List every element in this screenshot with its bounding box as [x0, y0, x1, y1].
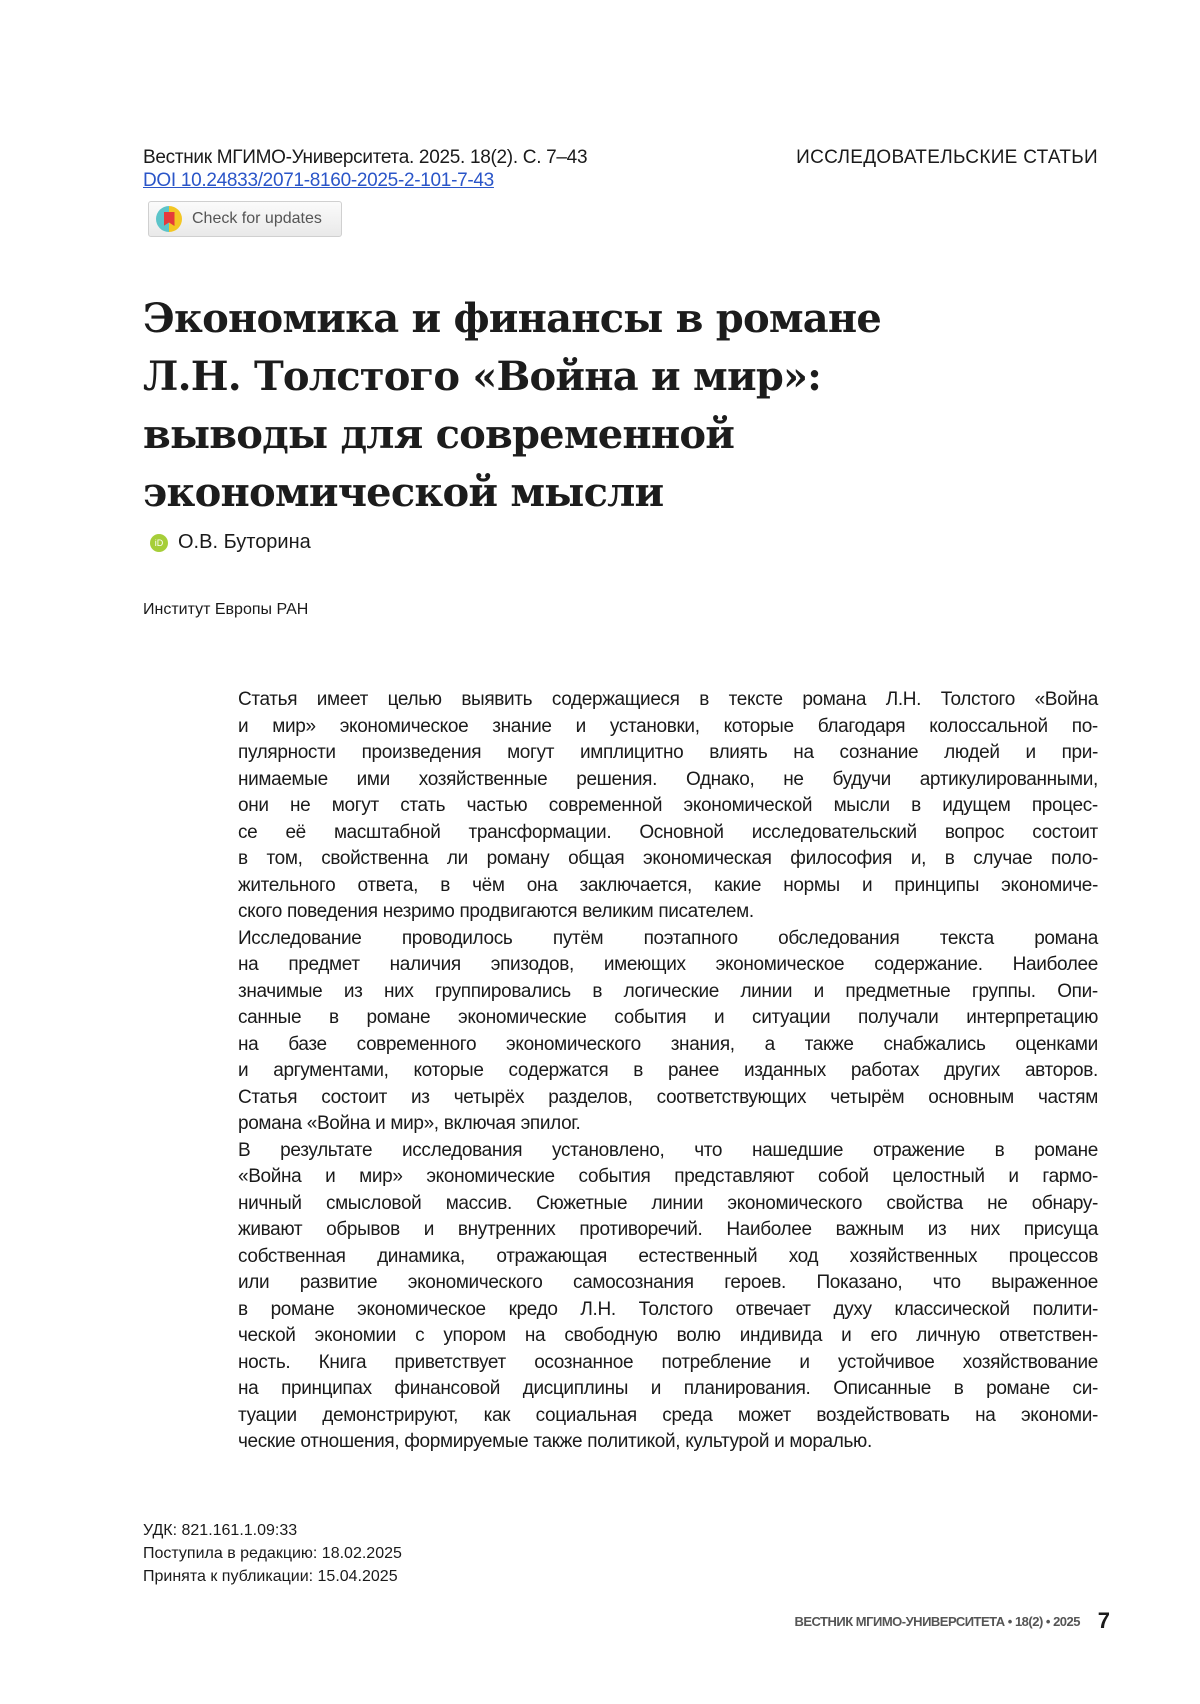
- abstract-line: ничный смысловой массив. Сюжетные линии экономического свойства не обнару-: [238, 1192, 1098, 1214]
- abstract-line: романа «Война и мир», включая эпилог.: [238, 1113, 581, 1134]
- abstract-line: в романе экономическое кредо Л.Н. Толстого отвечает духу классической полити-: [238, 1298, 1098, 1320]
- title-line: Экономика и финансы в романе: [143, 295, 882, 342]
- abstract-line: санные в романе экономические события и ситуации получали интерпретацию: [238, 1007, 1098, 1028]
- abstract-line: на принципах финансовой дисциплины и планирования. Описанные в романе си-: [238, 1378, 1098, 1399]
- abstract-line: и аргументами, которые содержатся в ранее изданных работах других авторов.: [238, 1060, 1098, 1081]
- institution: Институт Европы РАН: [143, 601, 309, 618]
- running-footer: ВЕСТНИК МГИМО-УНИВЕРСИТЕТА • 18(2) • 2025: [794, 1614, 1080, 1629]
- orcid-icon[interactable]: iD: [150, 534, 168, 552]
- abstract-line: живают обрывов и внутренних противоречий. Наиболее важным из них присуща: [238, 1219, 1098, 1240]
- abstract-line: и мир» экономическое знание и установки, которые благодаря колоссальной по-: [238, 715, 1098, 737]
- section-label: ИССЛЕДОВАТЕЛЬСКИЕ СТАТЬИ: [796, 147, 1098, 168]
- author: [150, 531, 311, 554]
- abstract-line: пулярности произведения могут имплицитно влиять на сознание людей и при-: [238, 742, 1098, 763]
- received-date: Поступила в редакцию: 18.02.2025: [143, 1545, 402, 1562]
- abstract-line: се её масштабной трансформации. Основной исследовательский вопрос состоит: [238, 821, 1098, 843]
- accepted-date: Принята к публикации: 15.04.2025: [143, 1568, 398, 1585]
- abstract-line: Статья состоит из четырёх разделов, соответствующих четырём основным частям: [238, 1086, 1098, 1108]
- title-line: выводы для современной: [143, 411, 735, 458]
- abstract-line: ческие отношения, формируемые также политикой, культурой и моралью.: [238, 1431, 872, 1452]
- udk: УДК: 821.161.1.09:33: [143, 1522, 298, 1539]
- abstract-line: они не могут стать частью современной экономической мысли в идущем процес-: [238, 795, 1098, 816]
- abstract-line: жительного ответа, в чём она заключается, какие нормы и принципы экономиче-: [238, 874, 1098, 896]
- page-number: 7: [1097, 1608, 1110, 1633]
- doi-link[interactable]: DOI 10.24833/2071-8160-2025-2-101-7-43: [143, 170, 494, 191]
- abstract-line: ческой экономии с упором на свободную волю индивида и его личную ответствен-: [238, 1325, 1098, 1346]
- crossmark-icon: [156, 206, 182, 232]
- title-line: Л.Н. Толстого «Война и мир»:: [143, 353, 822, 400]
- abstract-line: ского поведения незримо продвигаются великим писателем.: [238, 901, 754, 922]
- abstract-line: на базе современного экономического знания, а также снабжались оценками: [238, 1033, 1098, 1055]
- check-for-updates-label: Check for updates: [192, 210, 322, 227]
- abstract-line: значимые из них группировались в логические линии и предметные группы. Опи-: [238, 980, 1098, 1002]
- abstract-line: туации демонстрируют, как социальная среда может воздействовать на экономи-: [238, 1404, 1098, 1426]
- abstract-line: в том, свойственна ли роману общая экономическая философия и, в случае поло-: [238, 848, 1098, 869]
- abstract-line: ность. Книга приветствует осознанное потребление и устойчивое хозяйствование: [238, 1351, 1098, 1373]
- article-title: [143, 290, 881, 522]
- article-meta: [143, 1519, 402, 1588]
- abstract-line: на предмет наличия эпизодов, имеющих экономическое содержание. Наиболее: [238, 954, 1098, 975]
- abstract-line: собственная динамика, отражающая естественный ход хозяйственных процессов: [238, 1245, 1098, 1267]
- abstract-line: «Война и мир» экономические события представляют собой целостный и гармо-: [238, 1166, 1098, 1187]
- abstract-line: или развитие экономического самосознания героев. Показано, что выраженное: [238, 1272, 1098, 1293]
- author-name: О.В. Буторина: [178, 531, 311, 553]
- abstract-line: нимаемые ими хозяйственные решения. Однако, не будучи артикулированными,: [238, 768, 1098, 790]
- abstract-line: Исследование проводилось путём поэтапного обследования текста романа: [238, 927, 1098, 949]
- check-for-updates-button[interactable]: [148, 201, 342, 237]
- title-line: экономической мысли: [143, 469, 664, 516]
- journal-citation: Вестник МГИМО-Университета. 2025. 18(2). С. 7–43: [143, 147, 588, 168]
- abstract: [238, 687, 1098, 1456]
- abstract-line: Статья имеет целью выявить содержащиеся в тексте романа Л.Н. Толстого «Война: [238, 689, 1098, 710]
- abstract-line: В результате исследования установлено, что нашедшие отражение в романе: [238, 1139, 1098, 1161]
